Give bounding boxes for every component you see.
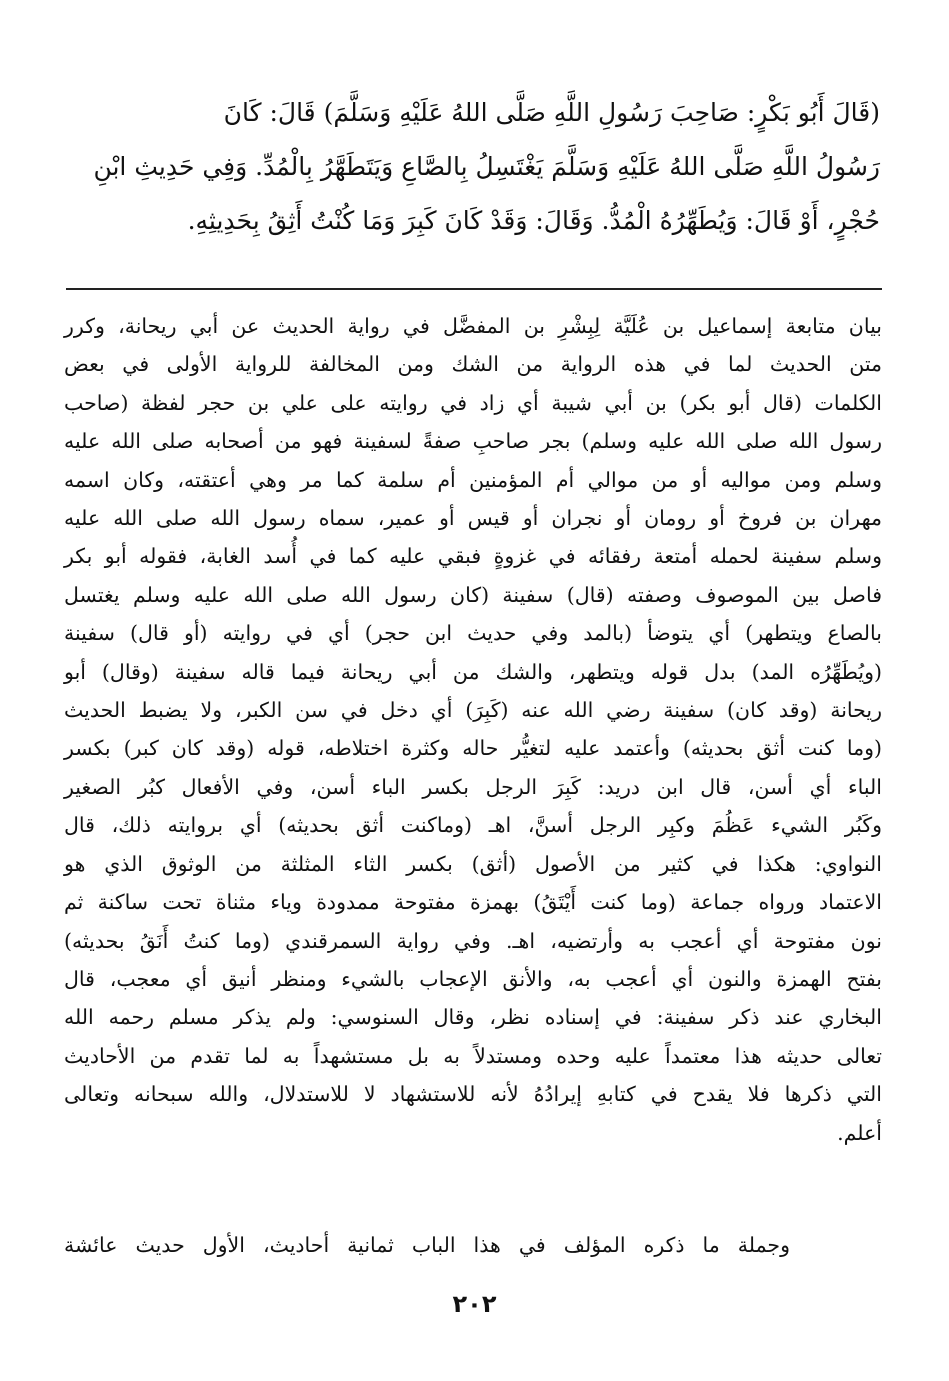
commentary-line: مهران بن فروخ أو رومان أو نجران أو قيس أو عمير، سماه رسول الله صلى الله عليه: [64, 506, 882, 531]
commentary-line: الباء أي أسن، قال ابن دريد: كَبِرَ الرجل بكسر الباء أسن، وفي الأفعال كبُر الصغير: [64, 774, 882, 799]
hadith-line: (قَالَ أَبُو بَكْرٍ: صَاحِبَ رَسُولِ اللَّهِ صَلَّى اللهُ عَلَيْهِ وَسَلَّمَ) قَالَ: كَانَ: [223, 98, 880, 127]
commentary-line: (ويُطَهِّرُه المد) بدل قوله ويتطهر، والشك من أبي ريحانة فيما قاله سفينة (وقال) أبو: [64, 659, 882, 684]
commentary-line: وسلم سفينة لحمله أمتعة رفقائه في غزوةٍ فبقي عليه كما في أُسد الغابة، فقوله أبو بكر: [64, 544, 882, 569]
commentary-line: نون مفتوحة أي أعجب به وأرتضيه، اهـ. وفي رواية السمرقندي (وما كنتُ أَنَقُ بحديثه): [64, 928, 882, 953]
commentary-text: [64, 307, 882, 1152]
page-number: ٢٠٢: [452, 1290, 497, 1318]
commentary-line: التي ذكرها فلا يقدح في كتابهِ إيرادُهُ لأنه للاستشهاد لا للاستدلال، والله سبحانه وتعالى: [64, 1082, 882, 1107]
commentary-line: الكلمات (قال أبو بكر) بن أبي شيبة أي زاد في روايته على علي بن حجر لفظة (صاحب: [64, 390, 882, 415]
commentary-line: بيان متابعة إسماعيل بن عُلَيَّة لِبِشْرِ بن المفضَّل في رواية الحديث عن أبي ريحانة، وكرر: [64, 314, 882, 338]
commentary-line: بفتح الهمزة والنون أي أعجب به، والأنق الإعجاب بالشيء ومنظر أنيق أي معجب، قال: [64, 966, 882, 991]
commentary-line: ريحانة (وقد كان) سفينة رضي الله عنه (كَبِرَ) أي دخل في سن الكبر، ولا يضبط الحديث: [64, 698, 882, 723]
hadith-text: [72, 86, 880, 248]
hadith-line: رَسُولُ اللَّهِ صَلَّى اللهُ عَلَيْهِ وَسَلَّمَ يَغْتَسِلُ بِالصَّاعِ وَيَتَطَهَّرُ بِالْمُدِّ. وَفِي حَدِيثِ ابْنِ: [93, 152, 880, 181]
commentary-line: النواوي: هكذا في كثير من الأصول (أثق) بكسر الثاء المثلثة من الوثوق الذي هو: [64, 851, 882, 876]
commentary-line: بالصاع ويتطهر) أي يتوضأ (بالمد وفي حديث ابن حجر) أي في روايته (أو قال) سفينة: [64, 621, 882, 646]
hadith-paragraph: [72, 86, 880, 248]
commentary-line: تعالى حديثه هذا معتمداً عليه وحده ومستدلاً به بل مستشهداً به لما تقدم من الأحاديث: [64, 1043, 882, 1068]
commentary-line: الاعتماد ورواه جماعة (وما كنت أَيْتَقُ) بهمزة مفتوحة ممدودة وياء مثناة تحت ساكنة ثم: [64, 890, 882, 915]
section-divider: [66, 288, 882, 290]
commentary-line: وكَبُر الشيء عَظُمَ وكبِر الرجل أسنَّ، اهـ (وماكنت أثق بحديثه) أي بروايته ذلك، قال: [64, 813, 882, 838]
commentary-line: فاصل بين الموصوف وصفته (قال) سفينة (كان رسول الله صلى الله عليه وسلم يغتسل: [64, 582, 882, 607]
commentary-line: رسول الله صلى الله عليه وسلم) بجر صاحبِ صفةً لسفينة فهو من أصحابه صلى الله عليه: [64, 429, 882, 454]
commentary-paragraph: [64, 307, 882, 1152]
commentary-line: (وما كنت أثق بحديثه) وأعتمد عليه لتغيُّر حاله وكثرة اختلاطه، قوله (وقد كان كبر) بكسر: [64, 736, 882, 761]
commentary-line: وسلم ومن مواليه أو من موالي أم المؤمنين أم سلمة كما مر وهي أعتقته، وكان اسمه: [64, 467, 882, 492]
closing-paragraph: وجملة ما ذكره المؤلف في هذا الباب ثمانية أحاديث، الأول حديث عائشة: [64, 1233, 790, 1257]
commentary-line: البخاري عند ذكر سفينة: في إسناده نظر، وقال السنوسي: ولم يذكر مسلم رحمه الله: [64, 1005, 882, 1030]
hadith-line: حُجْرٍ، أَوْ قَالَ: وَيُطَهِّرُهُ الْمُدُّ. وَقَالَ: وَقَدْ كَانَ كَبِرَ وَمَا كُنْتُ أَثِقُ بِحَدِيثِهِ.: [187, 206, 880, 235]
commentary-line: متن الحديث لما في هذه الرواية من الشك ومن المخالفة للرواية الأولى في بعض: [64, 352, 882, 377]
commentary-line: أعلم.: [837, 1120, 882, 1145]
